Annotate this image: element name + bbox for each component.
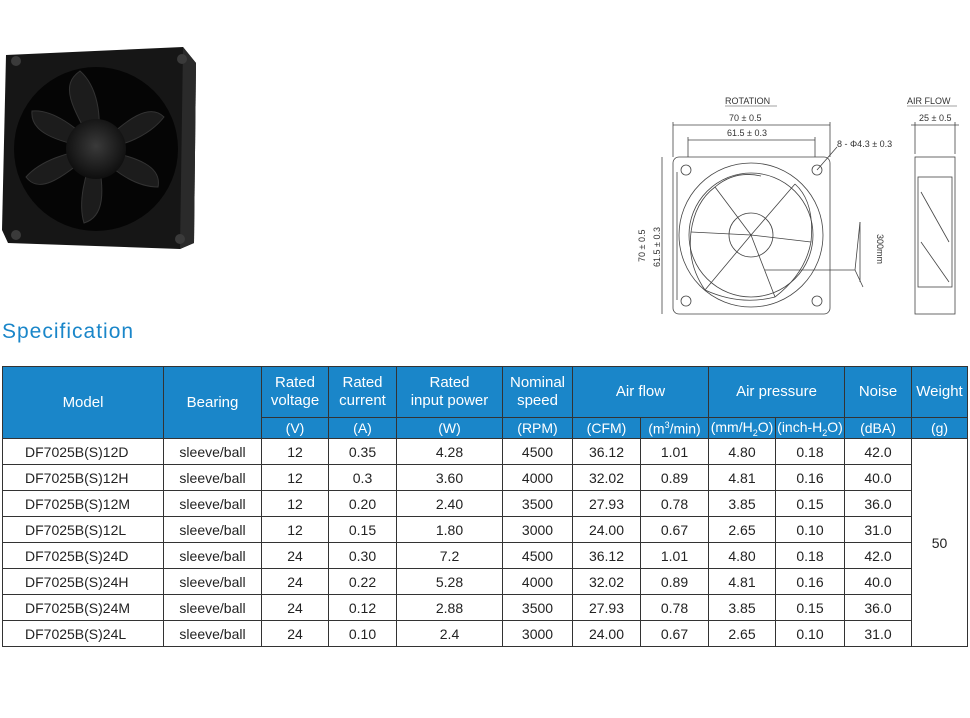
- cell-cfm: 36.12: [573, 543, 641, 569]
- table-row: [3, 517, 968, 543]
- cell-speed: 3500: [503, 491, 573, 517]
- cell-noise: 36.0: [845, 491, 912, 517]
- cell-power: 7.2: [397, 543, 503, 569]
- header-rated-current: Rated current: [329, 367, 397, 418]
- unit-m3-min: $(m^3/\min)$: [641, 418, 709, 439]
- cell-inch: 0.18: [776, 439, 845, 465]
- cell-speed: 3000: [503, 621, 573, 647]
- cell-power: 1.80: [397, 517, 503, 543]
- cell-mm: 2.65: [709, 621, 776, 647]
- header-air-flow: Air flow: [573, 367, 709, 418]
- fan-dimension-drawing: [615, 92, 970, 322]
- cell-speed: 4500: [503, 543, 573, 569]
- cell-current: 0.30: [329, 543, 397, 569]
- cell-bearing: sleeve/ball: [164, 439, 262, 465]
- cell-m3: 1.01: [641, 543, 709, 569]
- cell-model: DF7025B(S)12M: [3, 491, 164, 517]
- cell-mm: 4.81: [709, 569, 776, 595]
- cell-power: 2.40: [397, 491, 503, 517]
- cable-length-label: 300mm: [875, 234, 885, 265]
- cell-mm: 4.80: [709, 439, 776, 465]
- cell-cfm: 32.02: [573, 465, 641, 491]
- cell-speed: 4500: [503, 439, 573, 465]
- width-inner-label: 61.5 ± 0.3: [727, 128, 767, 138]
- cell-cfm: 27.93: [573, 491, 641, 517]
- cell-speed: 4000: [503, 465, 573, 491]
- cell-power: 4.28: [397, 439, 503, 465]
- cell-current: 0.12: [329, 595, 397, 621]
- cell-mm: 4.81: [709, 465, 776, 491]
- cell-noise: 40.0: [845, 569, 912, 595]
- cell-bearing: sleeve/ball: [164, 491, 262, 517]
- cell-m3: 0.78: [641, 491, 709, 517]
- cell-power: 2.88: [397, 595, 503, 621]
- unit-inch-h2o: $(inch-H_2O)$: [777, 418, 843, 438]
- fan-product-image: [0, 45, 200, 250]
- cell-inch: 0.16: [776, 569, 845, 595]
- cell-inch: 0.10: [776, 621, 845, 647]
- cell-noise: 31.0: [845, 517, 912, 543]
- cell-noise: 31.0: [845, 621, 912, 647]
- cell-inch: 0.15: [776, 491, 845, 517]
- cell-current: 0.22: [329, 569, 397, 595]
- cell-model: DF7025B(S)12D: [3, 439, 164, 465]
- unit-mm-h2o: $(mm/H_2O)$: [709, 418, 776, 439]
- table-row: [3, 569, 968, 595]
- cell-current: 0.35: [329, 439, 397, 465]
- cell-bearing: sleeve/ball: [164, 543, 262, 569]
- cell-speed: 3000: [503, 517, 573, 543]
- cell-m3: 0.67: [641, 621, 709, 647]
- header-bearing: Bearing: [164, 367, 262, 439]
- header-rated-power: Rated input power: [397, 367, 503, 418]
- unit-power: (W): [397, 418, 503, 439]
- header-air-pressure: Air pressure: [709, 367, 845, 418]
- cell-current: 0.10: [329, 621, 397, 647]
- cell-model: DF7025B(S)12H: [3, 465, 164, 491]
- table-row: [3, 621, 968, 647]
- cell-voltage: 24: [262, 621, 329, 647]
- cell-inch: 0.16: [776, 465, 845, 491]
- cell-current: 0.20: [329, 491, 397, 517]
- cell-voltage: 12: [262, 517, 329, 543]
- cell-bearing: sleeve/ball: [164, 465, 262, 491]
- unit-voltage: (V): [262, 418, 329, 439]
- cell-current: 0.15: [329, 517, 397, 543]
- cell-inch: 0.18: [776, 543, 845, 569]
- cell-cfm: 32.02: [573, 569, 641, 595]
- cell-voltage: 24: [262, 595, 329, 621]
- table-row: [3, 491, 968, 517]
- cell-model: DF7025B(S)24H: [3, 569, 164, 595]
- cell-noise: 42.0: [845, 543, 912, 569]
- cell-voltage: 24: [262, 543, 329, 569]
- cell-speed: 4000: [503, 569, 573, 595]
- spec-table: [2, 366, 968, 647]
- cell-model: DF7025B(S)24L: [3, 621, 164, 647]
- cell-model: DF7025B(S)12L: [3, 517, 164, 543]
- cell-cfm: 24.00: [573, 621, 641, 647]
- cell-model: DF7025B(S)24M: [3, 595, 164, 621]
- cell-bearing: sleeve/ball: [164, 595, 262, 621]
- airflow-label: AIR FLOW: [907, 96, 951, 106]
- cell-voltage: 12: [262, 465, 329, 491]
- rotation-label: ROTATION: [725, 96, 771, 106]
- height-outer-label: 70 ± 0.5: [637, 229, 647, 262]
- cell-model: DF7025B(S)24D: [3, 543, 164, 569]
- cell-bearing: sleeve/ball: [164, 569, 262, 595]
- unit-speed: (RPM): [503, 418, 573, 439]
- cell-noise: 42.0: [845, 439, 912, 465]
- header-model: Model: [3, 367, 164, 439]
- unit-current: (A): [329, 418, 397, 439]
- cell-voltage: 12: [262, 491, 329, 517]
- cell-m3: 0.67: [641, 517, 709, 543]
- header-nominal-speed: Nominal speed: [503, 367, 573, 418]
- cell-m3: 1.01: [641, 439, 709, 465]
- hole-spec-label: 8 - Φ4.3 ± 0.3: [837, 139, 893, 149]
- cell-voltage: 12: [262, 439, 329, 465]
- cell-mm: 4.80: [709, 543, 776, 569]
- cell-mm: 3.85: [709, 491, 776, 517]
- cell-weight: 50: [912, 439, 968, 647]
- header-weight: Weight: [912, 367, 968, 418]
- height-inner-label: 61.5 ± 0.3: [652, 227, 662, 267]
- cell-current: 0.3: [329, 465, 397, 491]
- cell-speed: 3500: [503, 595, 573, 621]
- unit-weight: (g): [912, 418, 968, 439]
- cell-m3: 0.89: [641, 569, 709, 595]
- cell-power: 3.60: [397, 465, 503, 491]
- cell-power: 5.28: [397, 569, 503, 595]
- cell-noise: 40.0: [845, 465, 912, 491]
- cell-power: 2.4: [397, 621, 503, 647]
- section-title: Specification: [2, 320, 135, 343]
- unit-noise: (dBA): [845, 418, 912, 439]
- cell-cfm: 24.00: [573, 517, 641, 543]
- cell-noise: 36.0: [845, 595, 912, 621]
- table-row: [3, 465, 968, 491]
- header-noise: Noise: [845, 367, 912, 418]
- header-rated-voltage: Rated voltage: [262, 367, 329, 418]
- cell-inch: 0.10: [776, 517, 845, 543]
- cell-bearing: sleeve/ball: [164, 517, 262, 543]
- cell-voltage: 24: [262, 569, 329, 595]
- cell-m3: 0.78: [641, 595, 709, 621]
- cell-mm: 3.85: [709, 595, 776, 621]
- width-outer-label: 70 ± 0.5: [729, 113, 762, 123]
- table-row: [3, 543, 968, 569]
- cell-m3: 0.89: [641, 465, 709, 491]
- cell-mm: 2.65: [709, 517, 776, 543]
- unit-cfm: (CFM): [573, 418, 641, 439]
- cell-cfm: 27.93: [573, 595, 641, 621]
- cell-cfm: 36.12: [573, 439, 641, 465]
- table-row: [3, 439, 968, 465]
- cell-inch: 0.15: [776, 595, 845, 621]
- cell-bearing: sleeve/ball: [164, 621, 262, 647]
- depth-label: 25 ± 0.5: [919, 113, 952, 123]
- table-row: [3, 595, 968, 621]
